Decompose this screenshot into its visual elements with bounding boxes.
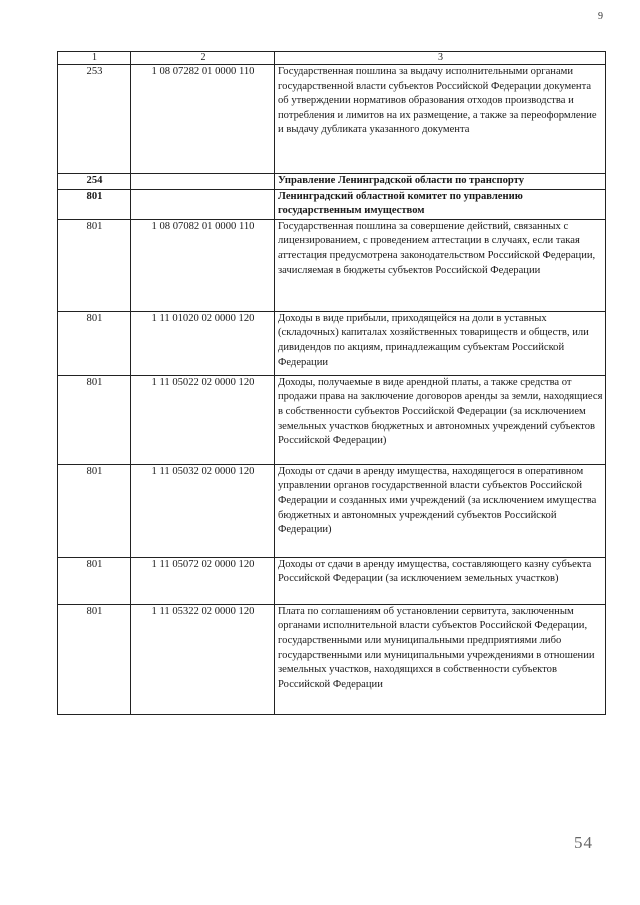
budget-classification-code: 1 08 07282 01 0000 110	[131, 65, 275, 174]
budget-classification-code: 1 11 05022 02 0000 120	[131, 375, 275, 464]
table-row	[58, 65, 606, 174]
revenue-name: Государственная пошлина за выдачу исполнительными органами государственной власти субъектов Российской Федерации документа об утверждении нормативов образования отходов производства и потребления и лимитов на их размещение, а также за переоформление и выдачу дубликата указанного документа	[275, 65, 606, 174]
table-row	[58, 311, 606, 375]
table-row	[58, 375, 606, 464]
table-header-row	[58, 52, 606, 65]
administrator-name: Ленинградский областной комитет по управлению государственным имуществом	[275, 189, 606, 219]
budget-classification-code: 1 11 01020 02 0000 120	[131, 311, 275, 375]
table-row	[58, 219, 606, 311]
administrator-code: 253	[58, 65, 131, 174]
table-row	[58, 557, 606, 604]
administrator-name: Управление Ленинградской области по транспорту	[275, 174, 606, 190]
budget-classification-code	[131, 174, 275, 190]
revenue-name: Доходы, получаемые в виде арендной платы, а также средства от продажи права на заключение договоров аренды за земли, находящиеся в собственности субъектов Российской Федерации (за исключением земельных участков бюджетных и автономных учреждений субъектов Российской Федерации)	[275, 375, 606, 464]
table-row	[58, 174, 606, 190]
revenue-name: Доходы в виде прибыли, приходящейся на доли в уставных (складочных) капиталах хозяйственных товариществ и обществ, или дивидендов по акциям, принадлежащим субъектам Российской Федерации	[275, 311, 606, 375]
budget-classification-code: 1 11 05032 02 0000 120	[131, 464, 275, 557]
revenue-name: Доходы от сдачи в аренду имущества, находящегося в оперативном управлении органов государственной власти субъектов Российской Федерации и созданных ими учреждений (за исключением имущества бюджетных и автономных учреждений субъектов Российской Федерации)	[275, 464, 606, 557]
revenue-name: Плата по соглашениям об установлении сервитута, заключенным органами исполнительной власти субъектов Российской Федерации, государственными или муниципальными предприятиями либо государственными или муниципальными учреждениями в отношении земельных участков, находящихся в собственности субъектов Российской Федерации	[275, 604, 606, 714]
budget-classification-code: 1 08 07082 01 0000 110	[131, 219, 275, 311]
table-row	[58, 604, 606, 714]
budget-classification-code: 1 11 05322 02 0000 120	[131, 604, 275, 714]
administrator-code: 801	[58, 557, 131, 604]
administrator-code: 801	[58, 189, 131, 219]
sheet-stamp: 54	[574, 833, 593, 852]
revenue-administrators-table	[57, 51, 606, 715]
revenue-name: Доходы от сдачи в аренду имущества, составляющего казну субъекта Российской Федерации (за исключением земельных участков)	[275, 557, 606, 604]
administrator-code: 801	[58, 375, 131, 464]
column-header-1: 1	[58, 52, 131, 65]
administrator-code: 801	[58, 219, 131, 311]
budget-classification-code: 1 11 05072 02 0000 120	[131, 557, 275, 604]
administrator-code: 801	[58, 311, 131, 375]
column-header-2: 2	[131, 52, 275, 65]
administrator-code: 801	[58, 604, 131, 714]
revenue-name: Государственная пошлина за совершение действий, связанных с лицензированием, с проведением аттестации в случаях, если такая аттестация предусмотрена законодательством Российской Федерации, зачисляемая в бюджеты субъектов Российской Федерации	[275, 219, 606, 311]
table-row	[58, 189, 606, 219]
administrator-code: 254	[58, 174, 131, 190]
column-header-3: 3	[275, 52, 606, 65]
page-number: 9	[598, 11, 603, 22]
table-row	[58, 464, 606, 557]
budget-classification-code	[131, 189, 275, 219]
administrator-code: 801	[58, 464, 131, 557]
